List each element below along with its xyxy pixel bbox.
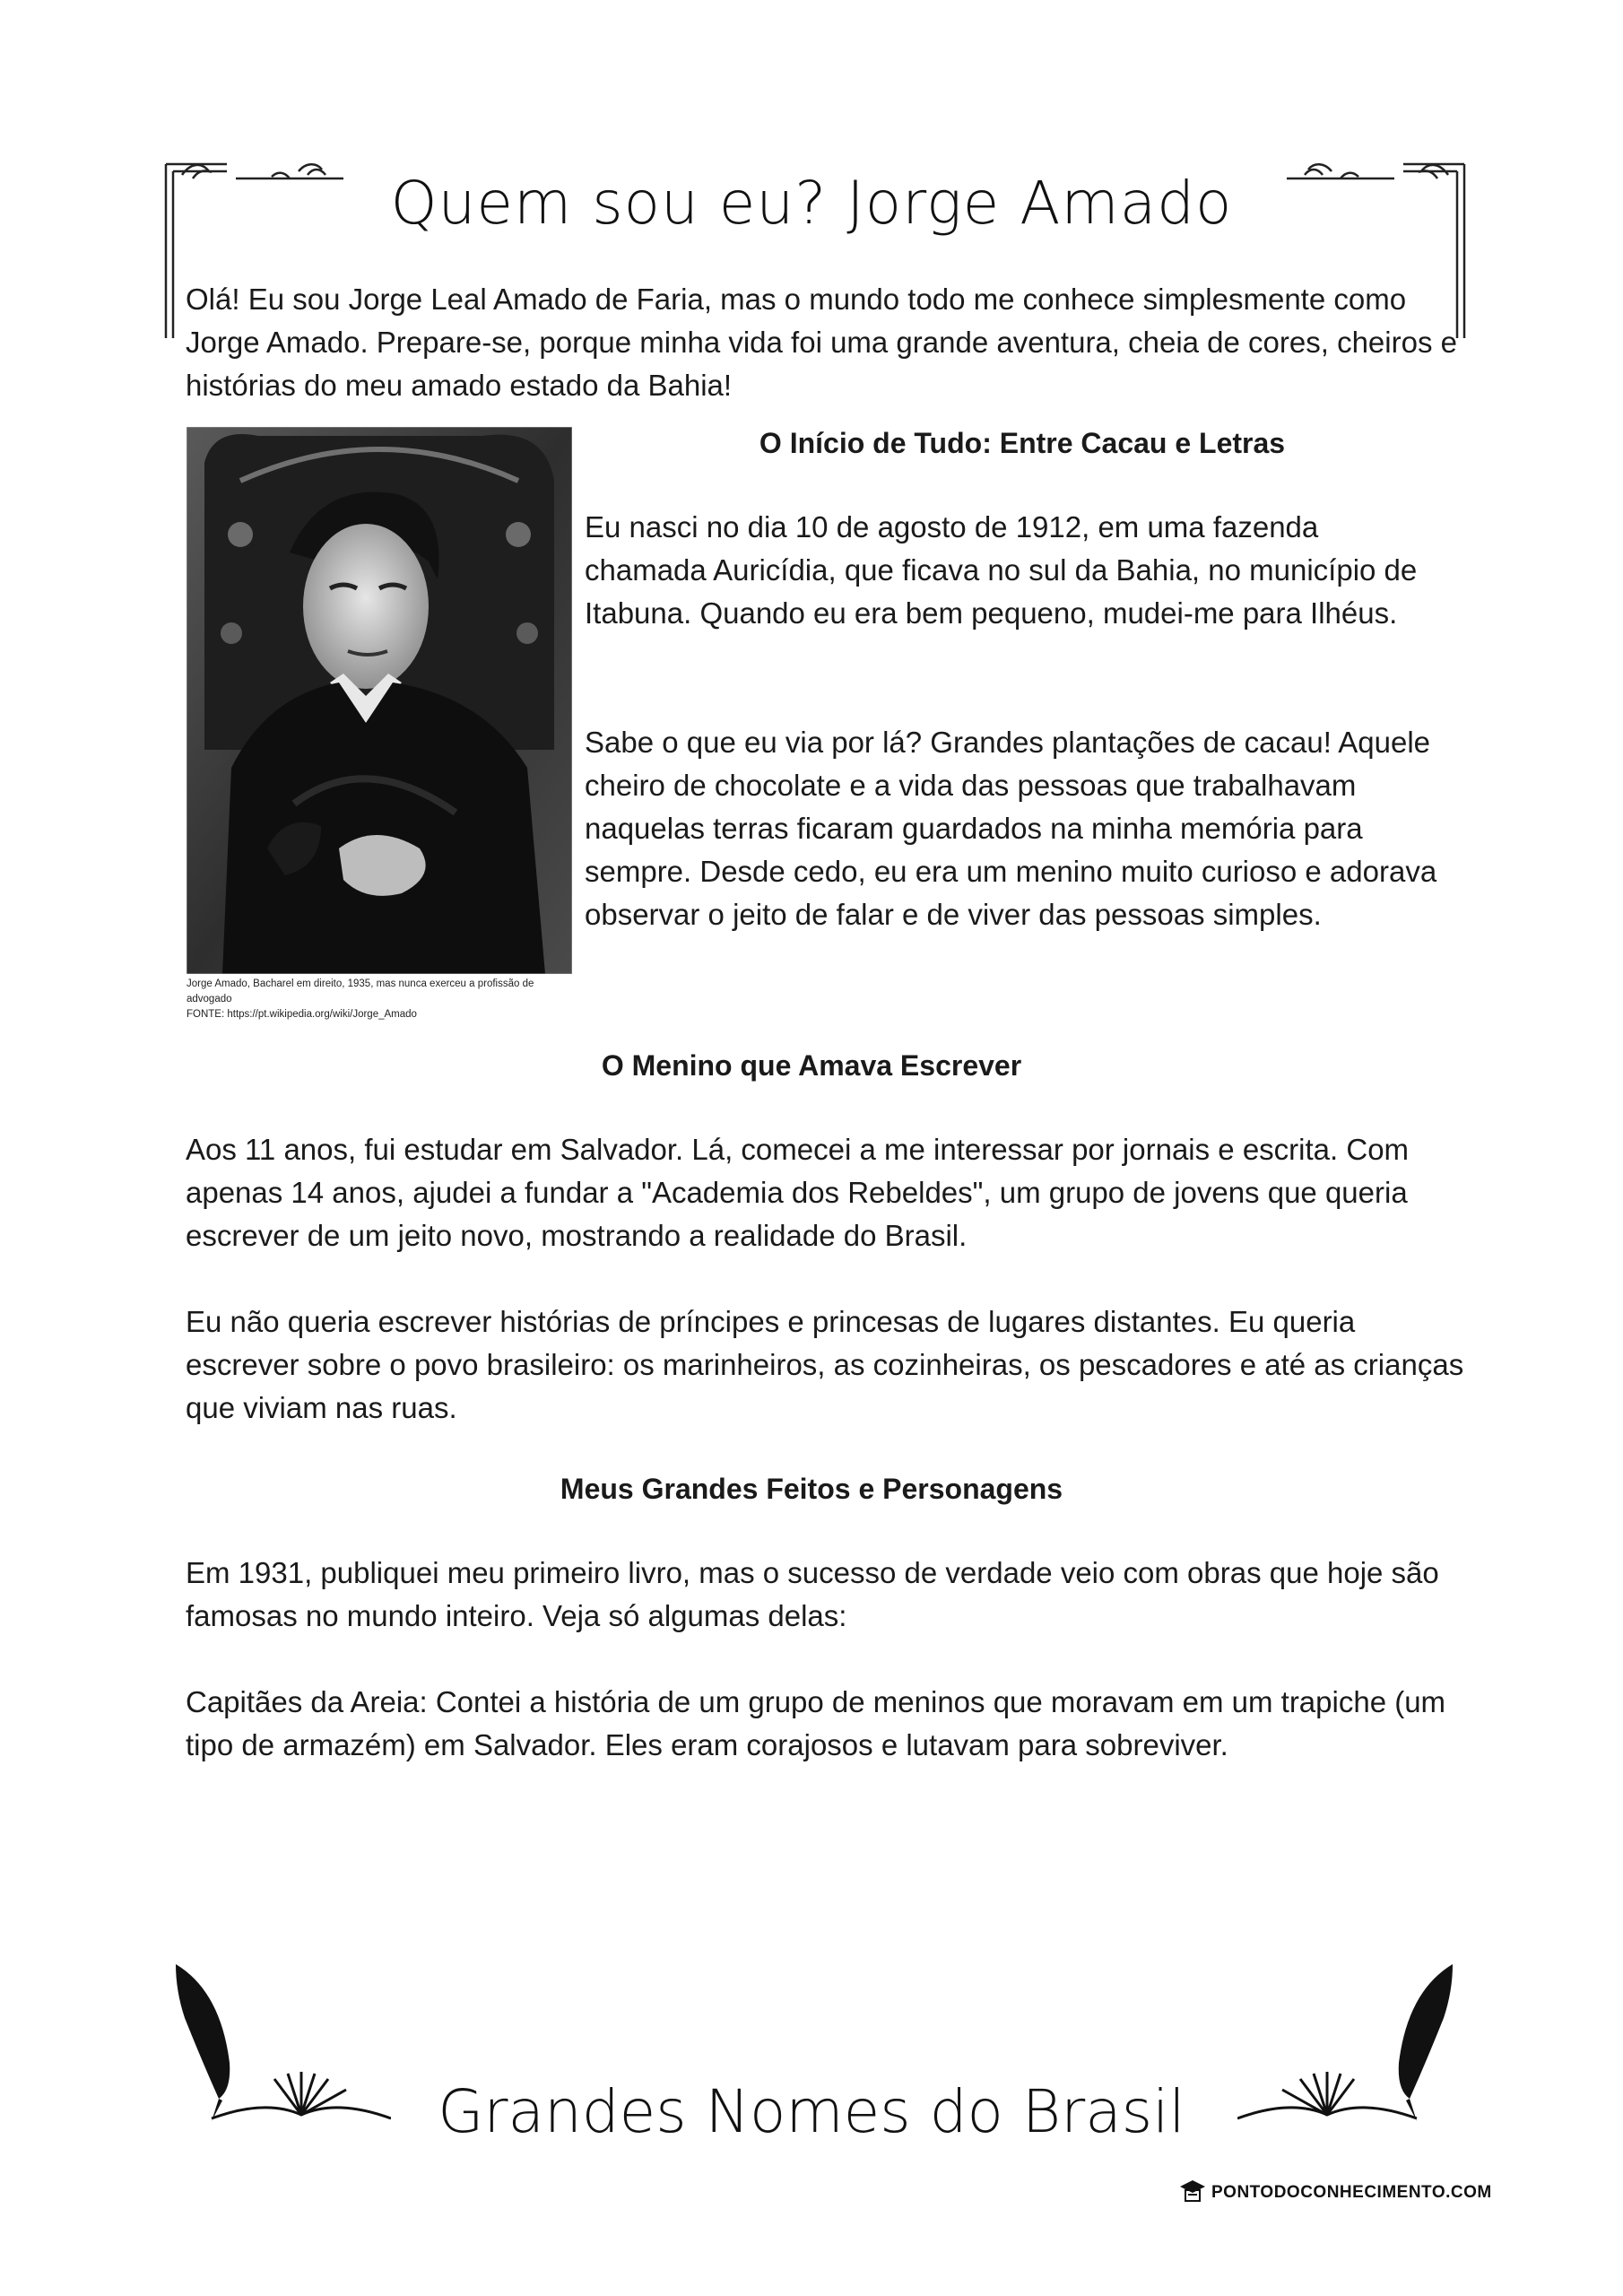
footer-title: Grandes Nomes do Brasil [438, 2077, 1185, 2146]
portrait-photo [187, 427, 572, 974]
photo-caption-text: Jorge Amado, Bacharel em direito, 1935, mas nunca exerceu a profissão de advogado [187, 978, 534, 1004]
section-paragraph: Aos 11 anos, fui estudar em Salvador. Lá, comecei a me interessar por jornais e escrita. Com apenas 14 anos, ajudei a fundar a "Academia dos Rebeldes", um grupo de jovens que queria escrever de um jeito novo, mostrando a realidade do Brasil. [186, 1133, 1410, 1252]
intro-paragraph: Olá! Eu sou Jorge Leal Amado de Faria, mas o mundo todo me conhece simplesmente como Jorge Amado. Prepare-se, porque minha vida foi uma grande aventura, cheia de cores, cheiros e histórias do meu amado estado da Bahia! [186, 283, 1457, 402]
section-heading: Meus Grandes Feitos e Personagens [560, 1473, 1063, 1505]
section-paragraph: Eu nasci no dia 10 de agosto de 1912, em uma fazenda chamada Auricídia, que ficava no sul da Bahia, no município de Itabuna. Quando eu era bem pequeno, mudei-me para Ilhéus. [585, 510, 1418, 630]
section-paragraph: Eu não queria escrever histórias de príncipes e princesas de lugares distantes. Eu queria escrever sobre o povo brasileiro: os marinheiros, as cozinheiras, os pescadores e até as crianças que viviam nas ruas. [186, 1305, 1464, 1424]
site-url[interactable]: PONTODOCONHECIMENTO.COM [1211, 2183, 1492, 2202]
photo-caption-source: FONTE: https://pt.wikipedia.org/wiki/Jorge_Amado [187, 1009, 417, 1020]
page-title: Quem sou eu? Jorge Amado [390, 169, 1233, 238]
site-credit [1179, 2178, 1492, 2208]
section-heading: O Menino que Amava Escrever [601, 1049, 1022, 1082]
section-heading: O Início de Tudo: Entre Cacau e Letras [759, 427, 1286, 459]
section-paragraph: Capitães da Areia: Contei a história de um grupo de meninos que moravam em um trapiche (um tipo de armazém) em Salvador. Eles eram corajosos e lutavam para sobreviver. [186, 1685, 1446, 1761]
section-paragraph: Em 1931, publiquei meu primeiro livro, mas o sucesso de verdade veio com obras que hoje são famosas no mundo inteiro. Veja só algumas delas: [186, 1556, 1439, 1632]
graduation-cap-icon [1179, 2178, 1206, 2209]
section-paragraph: Sabe o que eu via por lá? Grandes plantações de cacau! Aquele cheiro de chocolate e a vida das pessoas que trabalhavam naquelas terras ficaram guardados na minha memória para sempre. Desde cedo, eu era um menino muito curioso e adorava observar o jeito de falar e de viver das pessoas simples. [585, 726, 1437, 931]
photo-caption [187, 977, 581, 1022]
